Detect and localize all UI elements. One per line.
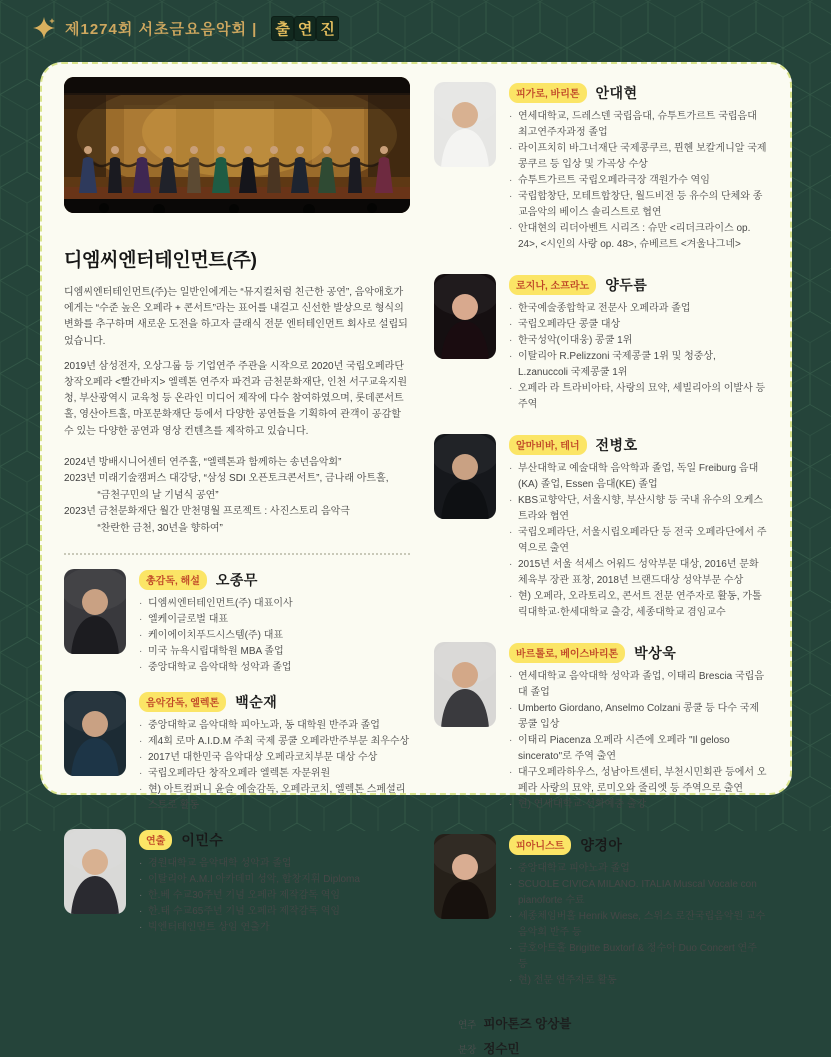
profile-title-row <box>509 835 768 855</box>
profile-item: · 현) 아트컴퍼니 윤슬 예술감독, 오페라코치, 엘렉톤 스페셜리스트로 활동 <box>139 782 410 814</box>
company-activity: 2019년 삼성전자, 오상그룹 등 기업연주 주관을 시작으로 2020년 국립오페라단 창작오페라 <빨간바지> 엘렉톤 연주자 파견과 금천문화재단, 인천 서구교육지원청, 부산광역시 교육청 등 온라인 미디어 제작에 다수 참여하였으며, 롯데콘서트홀, 영산아트홀, 마포문화재단 등에서 다양한 공연들을 기획하여 관객이 공감할 수 있는 다양한 공연과 영상 컨텐츠를 제작하고 있습니다. <box>64 360 408 437</box>
profile-item: · 국립오페라단, 서울시립오페라단 등 전국 오페라단에서 주역으로 출연 <box>509 525 768 557</box>
dotted-divider <box>64 553 410 555</box>
profile-photo <box>434 642 496 727</box>
highlight-char: 출 <box>272 17 293 40</box>
profile-item: · 라이프치히 바그너재단 국제콩쿠르, 뮌헨 보칼게니알 국제콩쿠르 등 입상 및 가곡상 수상 <box>509 141 768 173</box>
performer-silhouette-head <box>380 146 388 154</box>
profile-cast-0 <box>434 82 768 253</box>
profile-item: · 세종체임버홀 Henrik Wiese, 스위스 로잔국립음악원 교수음악회 반주 등 <box>509 909 768 941</box>
portrait-photo-placeholder <box>64 691 126 776</box>
cube-pattern-tile <box>0 126 27 188</box>
company-name: 디엠씨엔터테인먼트(주) <box>64 250 257 271</box>
profile-item: · 경원대학교 음악대학 성악과 졸업 <box>139 856 410 872</box>
event-line: “금천구민의 날 기념식 공연” <box>64 489 219 501</box>
profile-item: · 대구오페라하우스, 성남아트센터, 부천시민회관 등에서 오페라 사랑의 묘약, 로미오와 줄리엣 등 주역으로 출연 <box>509 765 768 797</box>
cube-pattern-tile <box>756 0 810 48</box>
profile-item: · 미국 뉴욕시립대학원 MBA 졸업 <box>139 644 410 660</box>
cube-pattern-tile <box>432 0 486 48</box>
cube-pattern-tile <box>648 0 702 48</box>
performer-silhouette-head <box>164 146 172 154</box>
cube-pattern-tile <box>594 0 648 48</box>
role-badge: 로지나, 소프라노 <box>509 275 596 295</box>
profile-photo <box>64 691 126 776</box>
performer-silhouette-head <box>138 146 146 154</box>
role-badge: 음악감독, 엘렉톤 <box>139 692 226 712</box>
cube-pattern-tile <box>378 0 432 48</box>
profile-info <box>139 569 410 676</box>
profile-photo <box>434 834 496 919</box>
profile-title-row <box>139 830 410 850</box>
profile-name: 백순재 <box>235 693 278 710</box>
profile-item: · 현) 오페라, 오라토리오, 콘서트 전문 연주자로 활동, 가톨릭대학교·한세대학교 출강, 세종대학교 겸임교수 <box>509 589 768 621</box>
role-badge: 피아니스트 <box>509 835 571 855</box>
profile-item: · 국립오페라단 콩쿨 대상 <box>509 317 768 333</box>
content-card <box>40 62 792 1056</box>
role-badge: 알마비바, 테너 <box>509 435 587 455</box>
portrait-photo-placeholder <box>434 82 496 167</box>
portrait-photo-placeholder <box>434 834 496 919</box>
profile-items <box>509 861 768 989</box>
profile-item: · KBS교향악단, 서울시향, 부산시향 등 국내 유수의 오케스트라와 협연 <box>509 493 768 525</box>
role-badge: 총감독, 해설 <box>139 570 207 590</box>
role-badge: 바르톨로, 베이스바리톤 <box>509 643 625 663</box>
event-history <box>64 455 410 538</box>
cube-pattern-tile <box>486 0 540 48</box>
credits <box>458 1014 768 1057</box>
profile-name: 양두름 <box>605 277 648 293</box>
profile-item: · 금호아트홀 Brigitte Buxtorf & 정수아 Duo Concert 연주 등 <box>509 941 768 973</box>
program-title: 제1274회 서초금요음악회 | <box>65 20 258 38</box>
highlight-char: 연 <box>295 17 316 40</box>
profile-item: · SCUOLE CIVICA MILANO. ITALIA Muscal Vocale con pianoforte 수료 <box>509 877 768 909</box>
profile-item: · 한국예술종합학교 전문사 오페라과 졸업 <box>509 301 768 317</box>
cube-pattern-tile <box>540 0 594 48</box>
role-badge: 연출 <box>139 830 172 850</box>
right-column <box>434 77 768 1056</box>
profile-staff-2 <box>64 829 410 936</box>
profile-cast-1 <box>434 274 768 413</box>
cube-pattern-tile <box>0 498 27 560</box>
profile-title-row <box>509 83 768 103</box>
role-badge: 피가로, 바리톤 <box>509 83 587 103</box>
profile-item: · 2015년 서울 석세스 어워드 성악부문 대상, 2016년 문화체육부 장관 표창, 2018년 브랜드대상 성악부문 수상 <box>509 557 768 589</box>
performer-silhouette-head <box>84 146 92 154</box>
profile-name: 안대현 <box>595 85 638 101</box>
profile-item: · 현) 연세대학교·선화예중 출강 <box>509 797 768 813</box>
cube-pattern-tile <box>0 33 27 95</box>
profile-items <box>509 669 768 813</box>
credit-value: 정수민 <box>483 1042 520 1056</box>
performer-silhouette-body <box>267 157 281 193</box>
profile-title-row <box>139 570 410 590</box>
profile-title-row <box>509 643 768 663</box>
cube-pattern-tile <box>0 684 27 746</box>
cube-pattern-tile <box>0 591 27 653</box>
sparkle-icon <box>32 16 56 40</box>
profile-cast-3 <box>434 642 768 813</box>
profile-item: · 케이에이치푸드시스템(주) 대표 <box>139 628 410 644</box>
profile-items <box>139 596 410 676</box>
profile-item: · 슈투트가르트 국립오페라극장 객원가수 역임 <box>509 173 768 189</box>
profile-item: · 중앙대학교 음악대학 피아노과, 동 대학원 반주과 졸업 <box>139 718 410 734</box>
profile-items <box>509 301 768 413</box>
performer-silhouette-body <box>187 157 201 193</box>
highlight-char: 진 <box>317 17 338 40</box>
portrait-photo-placeholder <box>434 642 496 727</box>
credit-label: 분장 <box>458 1045 477 1056</box>
cube-pattern-tile <box>0 219 27 281</box>
profile-item: · 연세대학교 음악대학 성악과 졸업, 이태리 Brescia 국립음대 졸업 <box>509 669 768 701</box>
profile-item: · 제4회 로마 A.I.D.M 주최 국제 콩쿨 오페라반주부문 최우수상 <box>139 734 410 750</box>
page-header <box>32 16 338 40</box>
cube-pattern-tile <box>810 823 831 831</box>
event-line: “찬란한 금천, 30년을 향하여” <box>64 523 223 535</box>
staff-profiles <box>64 569 410 936</box>
portrait-photo-placeholder <box>64 829 126 914</box>
profile-item: · 빅엔터테인먼트 상임 연출가 <box>139 920 410 936</box>
profile-item: · 이탈리아 R.Pelizzoni 국제콩쿨 1위 및 청중상, L.zanuccoli 국제콩쿨 1위 <box>509 349 768 381</box>
profile-name: 이민수 <box>181 831 224 848</box>
profile-items <box>139 856 410 936</box>
cube-pattern-tile <box>0 777 27 832</box>
profile-item: · 오페라 라 트라비아타, 사랑의 묘약, 세빌리아의 이발사 등 주역 <box>509 381 768 413</box>
stage-curtain-call-photo <box>64 77 410 213</box>
performer-silhouette-body <box>108 157 122 193</box>
profile-photo <box>434 82 496 167</box>
profile-item: · 엘케이글로벌 대표 <box>139 612 410 628</box>
performer-silhouette-head <box>323 146 331 154</box>
cube-pattern-tile <box>783 777 831 832</box>
title-highlight <box>272 17 338 40</box>
profile-info <box>139 829 410 936</box>
cast-profiles <box>434 82 768 989</box>
cube-pattern-tile <box>0 312 27 374</box>
profile-photo <box>434 434 496 519</box>
profile-cast-2 <box>434 434 768 621</box>
profile-item: · 디엠씨엔터테인먼트(주) 대표이사 <box>139 596 410 612</box>
profile-photo <box>434 274 496 359</box>
cube-pattern-tile <box>810 0 831 48</box>
portrait-photo-placeholder <box>434 434 496 519</box>
cube-pattern-tile <box>702 0 756 48</box>
credit-row <box>458 1014 768 1032</box>
profile-item: · 2017년 대한민국 음악대상 오페라코치부문 대상 수상 <box>139 750 410 766</box>
performer-silhouette-head <box>244 146 252 154</box>
credit-row <box>458 1039 768 1057</box>
profile-info <box>509 834 768 989</box>
event-line: 2023년 금천문화재단 월간 만천명월 프로젝트 : 사진스토리 음악극 <box>64 506 350 518</box>
profile-title-row <box>509 435 768 455</box>
profile-item: · 국립합창단, 모테트합창단, 월드비전 등 유수의 단체와 종교음악의 베이스 솔리스트로 협연 <box>509 189 768 221</box>
performer-silhouette-head <box>270 146 278 154</box>
profile-name: 양경아 <box>580 837 623 853</box>
portrait-photo-placeholder <box>434 274 496 359</box>
performer-silhouette-head <box>190 146 198 154</box>
left-column <box>64 77 410 933</box>
cube-pattern-tile <box>0 823 54 831</box>
profile-photo <box>64 829 126 914</box>
profile-title-row <box>139 692 410 712</box>
profile-cast-4 <box>434 834 768 989</box>
profile-items <box>139 718 410 814</box>
profile-item: · 연세대학교, 드레스덴 국립음대, 슈투트가르트 국립음대 최고연주자과정 졸업 <box>509 109 768 141</box>
profile-staff-1 <box>64 691 410 814</box>
profile-info <box>509 82 768 253</box>
performer-silhouette-head <box>296 146 304 154</box>
profile-name: 박상욱 <box>634 645 677 661</box>
profile-item: · 한국성악(이대웅) 콩쿨 1위 <box>509 333 768 349</box>
performer-silhouette-head <box>217 146 225 154</box>
profile-name: 오종무 <box>215 571 258 588</box>
profile-info <box>509 274 768 413</box>
profile-photo <box>64 569 126 654</box>
stage-photo-illustration <box>64 77 410 213</box>
event-line: 2023년 미래기술캠퍼스 대강당, “삼성 SDI 오픈토크콘서트”, 금나래 아트홀, <box>64 473 389 485</box>
cube-pattern-tile <box>0 405 27 467</box>
profile-item: · 한.베 수교30주년 기념 오페라 제작감독 역임 <box>139 888 410 904</box>
profile-item: · Umberto Giordano, Anselmo Colzani 콩쿨 등 다수 국제콩쿨 입상 <box>509 701 768 733</box>
profile-item: · 이태리 Piacenza 오페라 시즌에 오페라 "Il geloso sincerato"로 주역 출연 <box>509 733 768 765</box>
event-line: 2024년 방배시니어센터 연주홀, “엘렉톤과 함께하는 송년음악회” <box>64 456 342 468</box>
profile-staff-0 <box>64 569 410 676</box>
profile-item: · 부산대학교 예술대학 음악학과 졸업, 독일 Freiburg 음대(KA) 졸업, Essen 음대(KE) 졸업 <box>509 461 768 493</box>
profile-item: · 중앙대학교 음악대학 성악과 졸업 <box>139 660 410 676</box>
profile-title-row <box>509 275 768 295</box>
profile-info <box>509 642 768 813</box>
performer-silhouette-head <box>351 146 359 154</box>
profile-info <box>139 691 410 814</box>
profile-name: 전병호 <box>595 437 638 453</box>
profile-item: · 한.태 수교65주년 기념 오페라 제작감독 역임 <box>139 904 410 920</box>
company-intro: 디엠씨엔터테인먼트(주)는 일반인에게는 “뮤지컬처럼 친근한 공연”, 음악애호가에게는 “수준 높은 오페라 + 콘서트”라는 표어를 내걸고 신선한 발상으로 형식의 변화를 추구하며 새로운 도전을 하고자 클래식 전문 엔터테인먼트 회사로 설립되었습니다. <box>64 287 408 347</box>
profile-items <box>509 461 768 621</box>
profile-info <box>509 434 768 621</box>
profile-item: · 안대현의 리더아벤트 시리즈 : 슈만 <리더크라이스 op. 24>, <시인의 사랑 op. 48>, 슈베르트 <겨울나그네> <box>509 221 768 253</box>
profile-items <box>509 109 768 253</box>
performer-silhouette-head <box>111 146 119 154</box>
profile-item: · 현) 전문 연주자로 활동 <box>509 973 768 989</box>
profile-item: · 중앙대학교 피아노과 졸업 <box>509 861 768 877</box>
credit-value: 피아톤즈 앙상블 <box>483 1017 572 1031</box>
performer-silhouette-body <box>348 157 362 193</box>
profile-item: · 이탈리아 A.M.I 아카데미 성악, 합창지휘 Diploma <box>139 872 410 888</box>
credit-label: 연주 <box>458 1020 477 1031</box>
profile-item: · 국립오페라단 창작오페라 엘렉톤 자문위원 <box>139 766 410 782</box>
portrait-photo-placeholder <box>64 569 126 654</box>
